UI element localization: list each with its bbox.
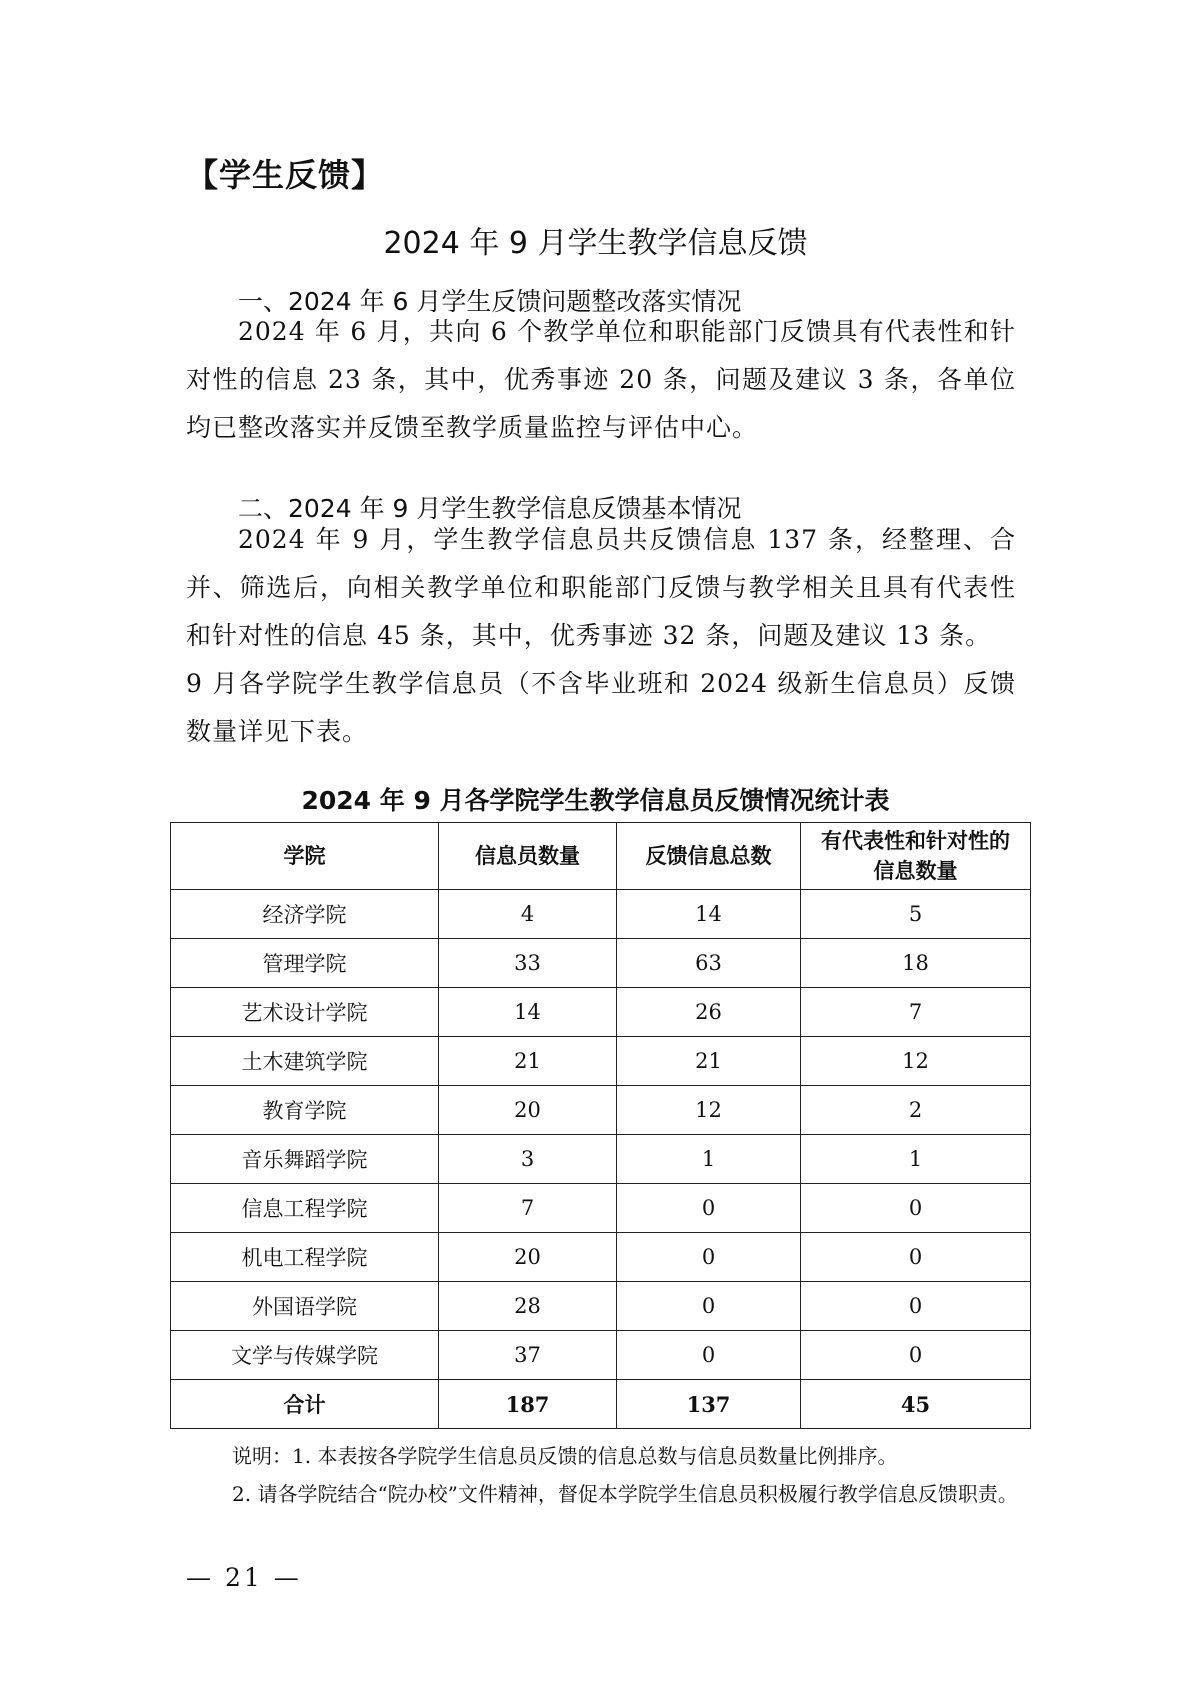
table-row	[171, 1086, 1031, 1135]
table-header-row	[171, 823, 1031, 890]
table-title: 2024 年 9 月各学院学生教学信息员反馈情况统计表	[301, 786, 890, 815]
cell-college: 经济学院	[171, 890, 439, 939]
table-row	[171, 1282, 1031, 1331]
cell-college: 管理学院	[171, 939, 439, 988]
cell-informant-count: 28	[439, 1282, 617, 1331]
cell-college: 教育学院	[171, 1086, 439, 1135]
cell-feedback-total: 14	[617, 890, 801, 939]
cell-college: 音乐舞蹈学院	[171, 1135, 439, 1184]
cell-college: 机电工程学院	[171, 1233, 439, 1282]
header-representative-count: 有代表性和针对性的信息数量	[801, 823, 1031, 890]
note-2	[186, 1475, 1026, 1513]
cell-representative-count: 0	[801, 1233, 1031, 1282]
cell-representative-count: 5	[801, 890, 1031, 939]
cell-informant-count: 14	[439, 988, 617, 1037]
cell-representative-count: 2	[801, 1086, 1031, 1135]
cell-informant-count: 21	[439, 1037, 617, 1086]
table-total-row	[171, 1380, 1031, 1429]
cell-college: 外国语学院	[171, 1282, 439, 1331]
cell-informant-count: 20	[439, 1086, 617, 1135]
cell-college: 土木建筑学院	[171, 1037, 439, 1086]
table-row	[171, 1037, 1031, 1086]
cell-feedback-total: 21	[617, 1037, 801, 1086]
cell-college: 文学与传媒学院	[171, 1331, 439, 1380]
cell-feedback-total: 1	[617, 1135, 801, 1184]
note-1: 说明：1. 本表按各学院学生信息员反馈的信息总数与信息员数量比例排序。	[232, 1444, 898, 1468]
cell-feedback-total: 63	[617, 939, 801, 988]
cell-representative-count: 18	[801, 939, 1031, 988]
total-feedback-total: 137	[617, 1380, 801, 1429]
cell-feedback-total: 0	[617, 1233, 801, 1282]
header-college: 学院	[171, 823, 439, 890]
total-label: 合计	[171, 1380, 439, 1429]
table-row	[171, 1331, 1031, 1380]
page-number: — 21 —	[186, 1563, 302, 1592]
header-informant-count: 信息员数量	[439, 823, 617, 890]
cell-informant-count: 3	[439, 1135, 617, 1184]
cell-representative-count: 0	[801, 1282, 1031, 1331]
table-body	[171, 890, 1031, 1429]
section-tag: 【学生反馈】	[186, 156, 385, 194]
section1-paragraph: 2024 年 6 月，共向 6 个教学单位和职能部门反馈具有代表性和针对性的信息 23 条，其中，优秀事迹 20 条，问题及建议 3 条，各单位均已整改落实并反馈至教学质量监控与评估中心。	[186, 317, 1016, 442]
cell-college: 信息工程学院	[171, 1184, 439, 1233]
cell-feedback-total: 12	[617, 1086, 801, 1135]
table-row	[171, 1184, 1031, 1233]
table-row	[171, 1135, 1031, 1184]
section1-body	[186, 308, 1016, 452]
stats-table	[170, 822, 1031, 1429]
cell-representative-count: 0	[801, 1184, 1031, 1233]
section2-paragraph: 2024 年 9 月，学生教学信息员共反馈信息 137 条，经整理、合并、筛选后，向相关教学单位和职能部门反馈与教学相关且具有代表性和针对性的信息 45 条，其中，优秀事迹 32 条，问题及建议 13 条。	[186, 525, 1016, 650]
section2-heading: 二、2024 年 9 月学生教学信息反馈基本情况	[238, 494, 742, 523]
cell-representative-count: 0	[801, 1331, 1031, 1380]
cell-college: 艺术设计学院	[171, 988, 439, 1037]
cell-representative-count: 12	[801, 1037, 1031, 1086]
total-informant-count: 187	[439, 1380, 617, 1429]
note-2-text: 2. 请各学院结合“院办校”文件精神，督促本学院学生信息员积极履行教学信息反馈职责。	[232, 1482, 1018, 1506]
cell-representative-count: 7	[801, 988, 1031, 1037]
table-row	[171, 1233, 1031, 1282]
table-row	[171, 890, 1031, 939]
header-feedback-total: 反馈信息总数	[617, 823, 801, 890]
table-row	[171, 988, 1031, 1037]
cell-informant-count: 33	[439, 939, 617, 988]
cell-informant-count: 20	[439, 1233, 617, 1282]
total-representative-count: 45	[801, 1380, 1031, 1429]
cell-feedback-total: 26	[617, 988, 801, 1037]
section2-body	[186, 516, 1016, 756]
document-title: 2024 年 9 月学生教学信息反馈	[383, 226, 808, 261]
cell-informant-count: 37	[439, 1331, 617, 1380]
cell-feedback-total: 0	[617, 1282, 801, 1331]
cell-feedback-total: 0	[617, 1184, 801, 1233]
cell-feedback-total: 0	[617, 1331, 801, 1380]
table-row	[171, 939, 1031, 988]
section2-paragraph-2: 9 月各学院学生教学信息员（不含毕业班和 2024 级新生信息员）反馈数量详见下表。	[186, 669, 1016, 746]
cell-informant-count: 7	[439, 1184, 617, 1233]
section1-heading: 一、2024 年 6 月学生反馈问题整改落实情况	[238, 287, 742, 316]
cell-informant-count: 4	[439, 890, 617, 939]
cell-representative-count: 1	[801, 1135, 1031, 1184]
